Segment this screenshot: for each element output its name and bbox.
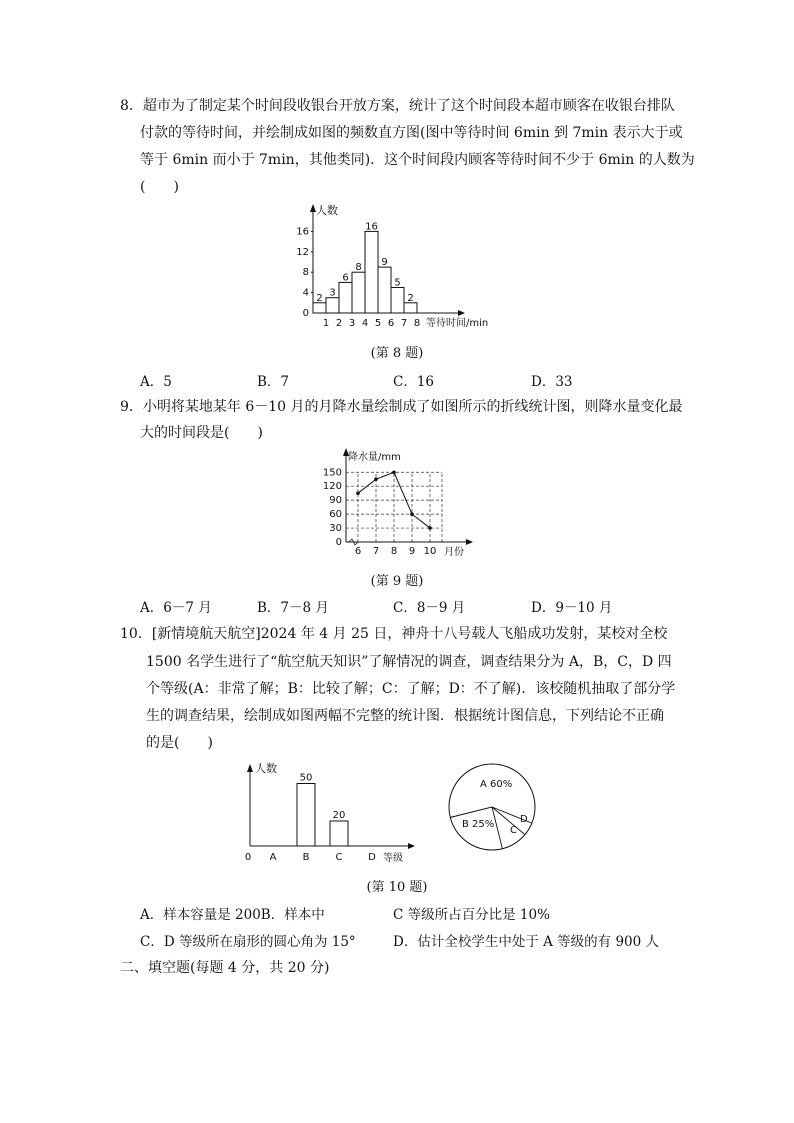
- hist-y-tick: 8: [302, 267, 309, 279]
- bar-rect: [330, 821, 348, 846]
- q8-option-b[interactable]: B．7: [257, 374, 290, 390]
- q9-line-1: 9．小明将某地某年 6－10 月的月降水量绘制成了如图所示的折线统计图，则降水量变化最: [120, 399, 683, 415]
- q8-line-4: ( ): [140, 179, 179, 195]
- pie-slice-label: C: [510, 825, 517, 836]
- hist-bar-label: 3: [329, 287, 336, 299]
- bar-rect: [297, 784, 315, 847]
- hist-y-tick: 0: [302, 308, 309, 319]
- hist-x-tick: 6: [387, 318, 395, 329]
- hist-bar: [391, 288, 404, 314]
- hist-x-tick: 1: [322, 318, 330, 329]
- line-chart-marks: [323, 448, 473, 557]
- bar-x-tick: D: [368, 852, 376, 863]
- line-point: [356, 491, 360, 495]
- line-point: [428, 526, 432, 530]
- line-y-tick: 30: [329, 523, 342, 535]
- q10-option-b[interactable]: C 等级所占百分比是 10%: [393, 907, 550, 923]
- q9-option-b[interactable]: B．7－8 月: [257, 600, 329, 616]
- q9-option-a[interactable]: A．6－7 月: [140, 600, 212, 616]
- q10-caption: (第 10 题): [366, 880, 428, 895]
- q10-line-5: 的是( ): [146, 735, 213, 751]
- hist-y-tick: 12: [296, 246, 309, 258]
- hist-y-tick: 16: [296, 226, 309, 238]
- histogram-marks: [296, 204, 465, 329]
- bar-chart-marks: [245, 764, 415, 863]
- line-x-tick: 8: [390, 546, 398, 557]
- pie-chart-marks: [449, 764, 535, 850]
- line-point: [374, 477, 378, 481]
- hist-ylabel: 人数: [316, 204, 338, 217]
- section-heading: 二、填空题(每题 4 分，共 20 分): [120, 960, 330, 976]
- hist-bar-label: 2: [316, 292, 323, 304]
- q8-line-1: 8．超市为了制定某个时间段收银台开放方案，统计了这个时间段本超市顾客在收银台排队: [120, 98, 675, 114]
- q10-line-4: 生的调查结果，绘制成如图两幅不完整的统计图．根据统计图信息，下列结论不正确: [146, 708, 664, 724]
- hist-x-tick: 8: [413, 318, 421, 329]
- line-y-tick: 150: [322, 467, 342, 479]
- bar-x-tick: C: [335, 852, 343, 863]
- histogram-chart: [290, 198, 510, 338]
- q10-line-2: 1500 名学生进行了“航空航天知识”了解情况的调查，调查结果分为 A，B，C，D 四: [146, 654, 672, 670]
- grade-bar-chart: [240, 760, 420, 870]
- q10-option-c[interactable]: C．D 等级所在扇形的圆心角为 15°: [140, 934, 356, 950]
- bar-x-tick: B: [302, 852, 310, 863]
- pie-slice-label: A 60%: [480, 779, 513, 790]
- hist-bar: [352, 272, 365, 313]
- hist-bar: [313, 303, 326, 313]
- bar-xlabel: 等级: [383, 853, 403, 864]
- hist-x-tick: 4: [361, 318, 369, 329]
- hist-x-tick: 7: [400, 318, 408, 329]
- bar-origin-label: 0: [244, 852, 252, 863]
- line-point: [392, 470, 396, 474]
- line-y-tick: 90: [329, 495, 342, 507]
- q9-option-c[interactable]: C．8－9 月: [393, 600, 466, 616]
- bar-ylabel: 人数: [255, 762, 277, 775]
- q8-option-d[interactable]: D．33: [531, 374, 573, 390]
- line-x-tick: 9: [408, 546, 416, 557]
- pie-slice-label: D: [520, 814, 528, 825]
- line-y-tick: 120: [322, 481, 342, 493]
- hist-bar-label: 5: [394, 277, 401, 289]
- hist-bar-label: 16: [365, 221, 378, 233]
- hist-y-tick: 4: [302, 287, 309, 299]
- bar-x-arrow: [408, 843, 415, 849]
- line-y-tick: 60: [329, 509, 342, 521]
- bar-value-label: 20: [332, 810, 346, 821]
- hist-bar-label: 6: [342, 272, 349, 284]
- q8-option-a[interactable]: A．5: [140, 374, 172, 390]
- q8-caption: (第 8 题): [370, 346, 424, 361]
- hist-bar: [326, 298, 339, 313]
- q9-line-2: 大的时间段是( ): [140, 425, 263, 441]
- hist-x-tick: 2: [335, 318, 343, 329]
- q10-option-d[interactable]: D．估计全校学生中处于 A 等级的有 900 人: [393, 934, 660, 950]
- line-x-tick: 7: [372, 546, 380, 557]
- hist-bar-label: 8: [355, 262, 362, 274]
- hist-bar-label: 2: [407, 292, 414, 304]
- line-point: [410, 512, 414, 516]
- bar-x-tick: A: [269, 852, 277, 863]
- q8-option-c[interactable]: C．16: [393, 374, 435, 390]
- q8-line-2: 付款的等待时间，并绘制成如图的频数直方图(图中等待时间 6min 到 7min 表示大于或: [140, 125, 683, 141]
- hist-x-tick: 3: [348, 318, 356, 329]
- hist-bar: [404, 303, 417, 313]
- q9-option-d[interactable]: D．9－10 月: [531, 600, 613, 616]
- rainfall-line-chart: [316, 447, 496, 567]
- q9-caption: (第 9 题): [370, 574, 424, 589]
- line-y-tick: 0: [335, 537, 342, 548]
- line-x-tick: 10: [423, 546, 437, 557]
- q10-line-3: 个等级(A：非常了解；B：比较了解；C：了解；D：不了解)．该校随机抽取了部分学: [146, 681, 676, 697]
- hist-x-tick: 5: [374, 318, 382, 329]
- bar-y-arrow: [247, 764, 253, 772]
- pie-slice-label: B 25%: [462, 819, 495, 830]
- bar-value-label: 50: [299, 772, 313, 784]
- q10-line-1: 10．[新情境航天航空]2024 年 4 月 25 日，神舟十八号载人飞船成功发射，某校对全校: [120, 626, 668, 642]
- line-x-arrow: [466, 539, 473, 545]
- hist-x-arrow: [458, 310, 465, 316]
- hist-bar-label: 9: [381, 257, 388, 269]
- hist-bar: [339, 282, 352, 313]
- line-ylabel: 降水量/mm: [348, 452, 401, 463]
- q10-option-a[interactable]: A．样本容量是 200B．样本中: [140, 907, 325, 923]
- hist-bar: [378, 267, 391, 313]
- q8-line-3: 等于 6min 而小于 7min，其他类同)．这个时间段内顾客等待时间不少于 6min 的人数为: [140, 152, 695, 168]
- grade-pie-chart: [448, 755, 548, 855]
- line-x-tick: 6: [354, 546, 362, 557]
- line-xlabel: 月份: [444, 547, 464, 558]
- hist-bar: [365, 231, 378, 313]
- hist-xlabel: 等待时间/min: [426, 318, 489, 329]
